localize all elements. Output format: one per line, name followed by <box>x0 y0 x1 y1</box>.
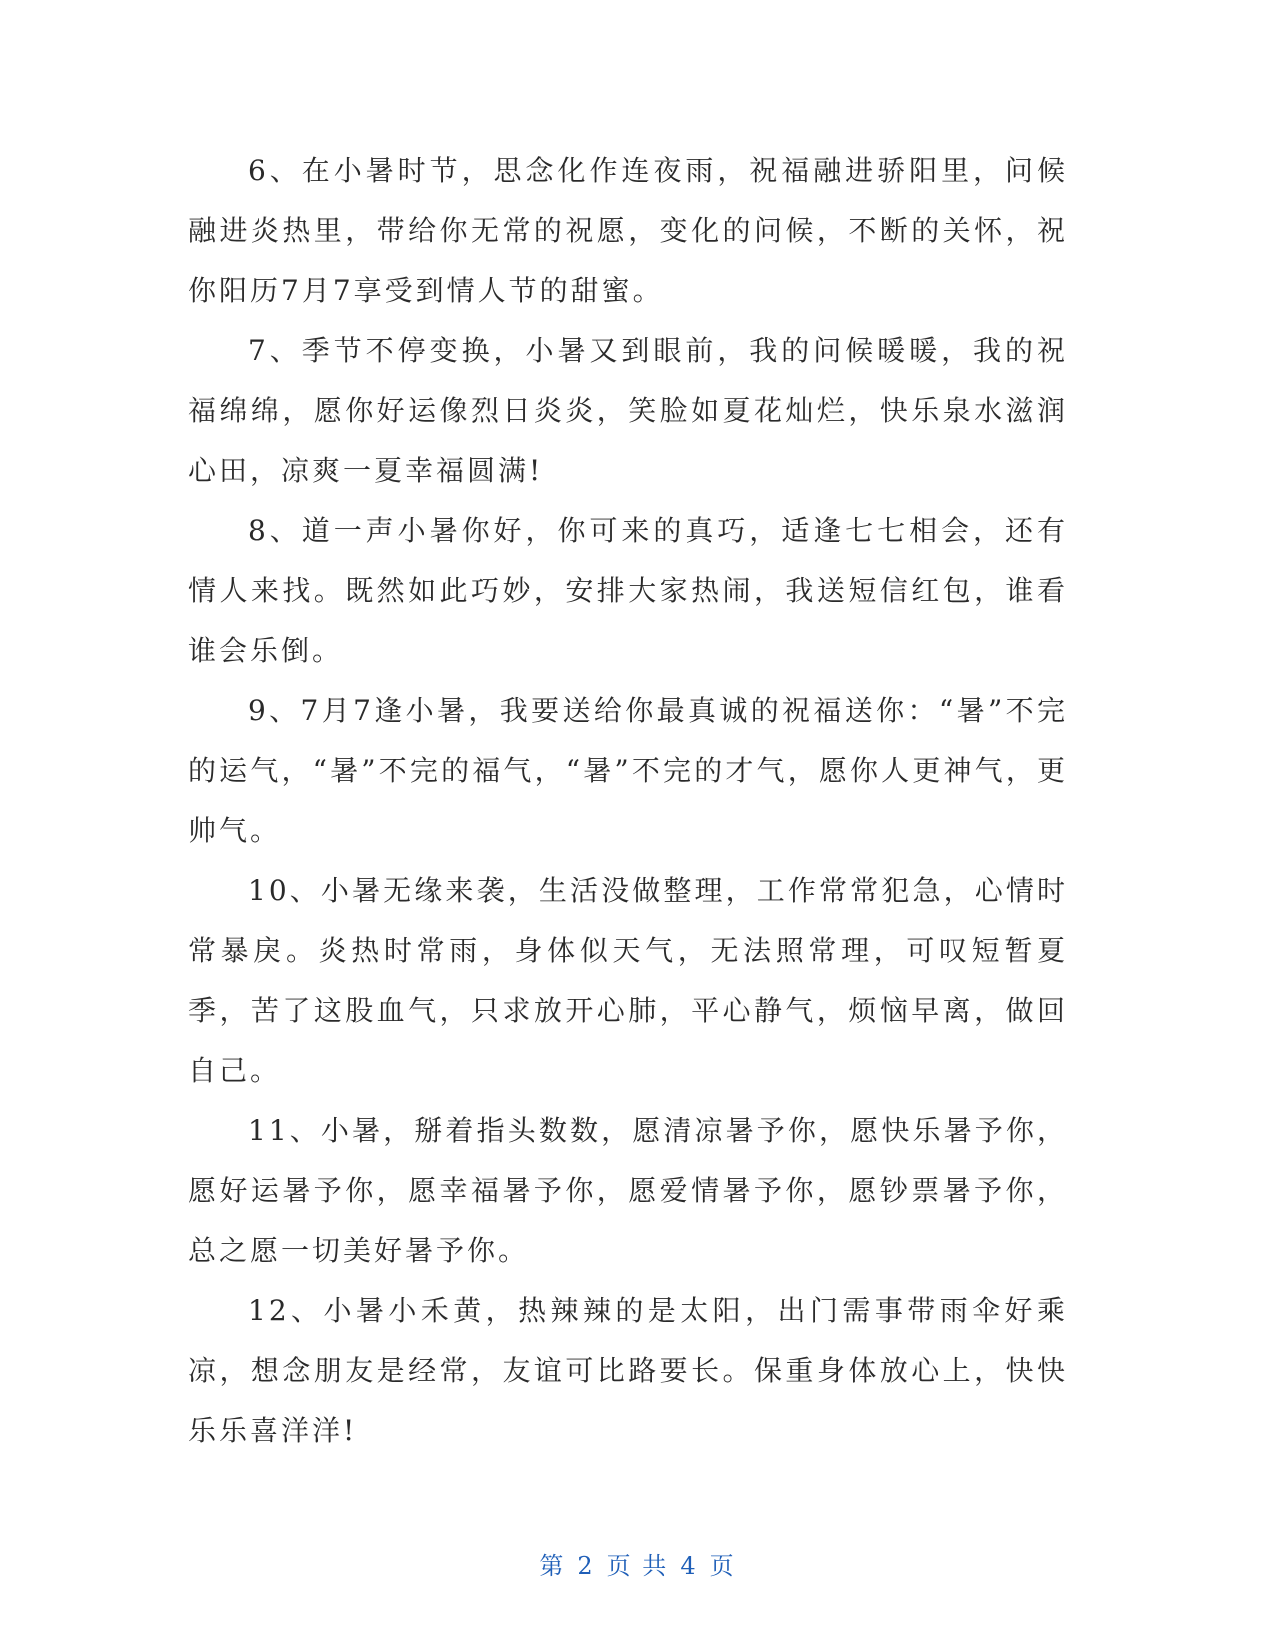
footer-prefix: 第 <box>539 1552 566 1580</box>
paragraph-9: 9、7月7逢小暑，我要送给你最真诚的祝福送你：“暑”不完的运气，“暑”不完的福气，“暑”不完的才气，愿你人更神气，更帅气。 <box>188 694 1068 847</box>
paragraph-6: 6、在小暑时节，思念化作连夜雨，祝福融进骄阳里，问候融进炎热里，带给你无常的祝愿，变化的问候，不断的关怀，祝你阳历7月7享受到情人节的甜蜜。 <box>188 154 1068 307</box>
paragraph-10: 10、小暑无缘来袭，生活没做整理，工作常常犯急，心情时常暴戾。炎热时常雨，身体似天气，无法照常理，可叹短暂夏季，苦了这股血气，只求放开心肺，平心静气，烦恼早离，做回自己。 <box>188 874 1068 1087</box>
paragraph-12: 12、小暑小禾黄，热辣辣的是太阳，出门需事带雨伞好乘凉，想念朋友是经常，友谊可比路要长。保重身体放心上，快快乐乐喜洋洋! <box>188 1294 1068 1447</box>
document-body <box>188 141 1068 1461</box>
footer-middle: 页 共 <box>606 1552 669 1580</box>
footer-page-number: 2 <box>577 1552 595 1580</box>
footer-total-pages: 4 <box>680 1552 698 1580</box>
paragraph-7: 7、季节不停变换，小暑又到眼前，我的问候暖暖，我的祝福绵绵，愿你好运像烈日炎炎，笑脸如夏花灿烂，快乐泉水滋润心田，凉爽一夏幸福圆满! <box>188 334 1068 487</box>
footer-suffix: 页 <box>709 1552 736 1580</box>
page-footer <box>0 1546 1275 1581</box>
paragraph-11: 11、小暑，掰着指头数数，愿清凉暑予你，愿快乐暑予你，愿好运暑予你，愿幸福暑予你，愿爱情暑予你，愿钞票暑予你，总之愿一切美好暑予你。 <box>188 1114 1068 1267</box>
paragraph-8: 8、道一声小暑你好，你可来的真巧，适逢七七相会，还有情人来找。既然如此巧妙，安排大家热闹，我送短信红包，谁看谁会乐倒。 <box>188 514 1068 667</box>
